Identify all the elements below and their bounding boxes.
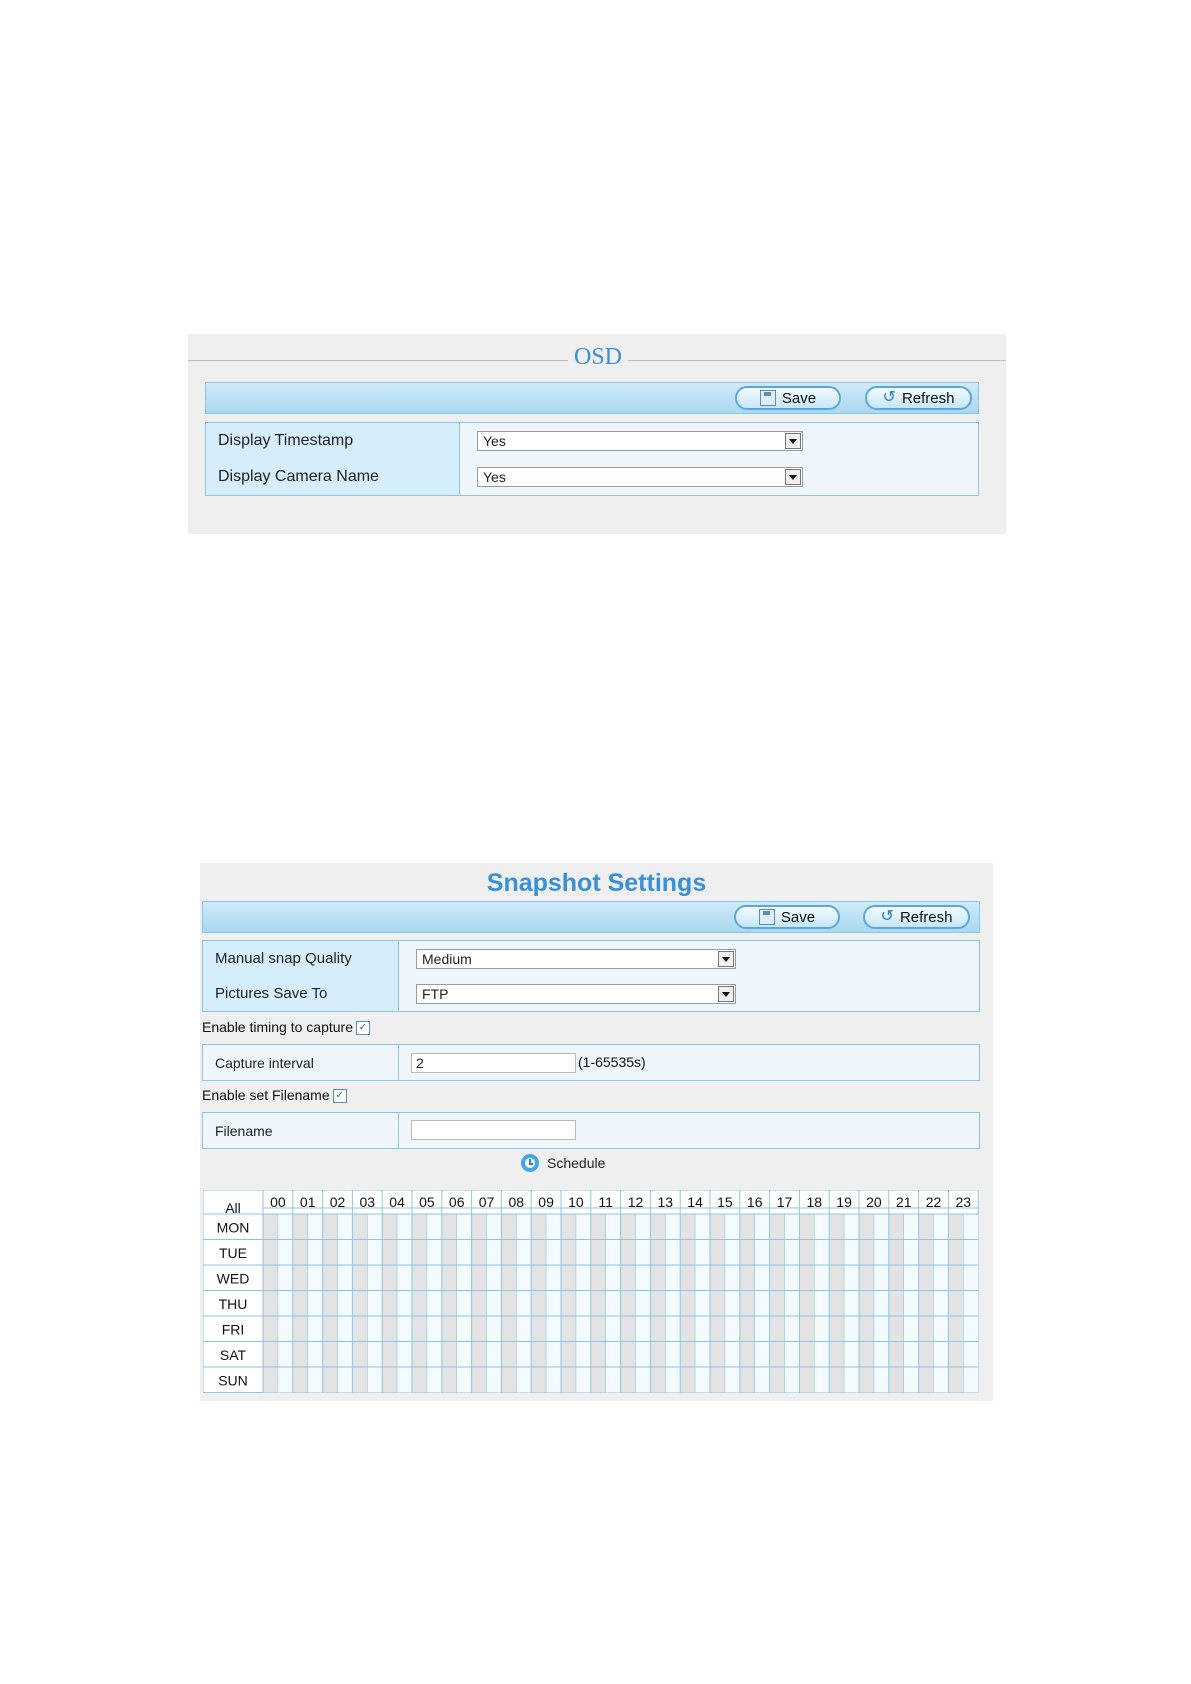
hour-label[interactable]: 00 xyxy=(270,1194,286,1210)
manual-quality-label: Manual snap Quality xyxy=(203,941,399,976)
enable-timing-checkbox[interactable]: ✓ xyxy=(356,1021,370,1035)
refresh-label: Refresh xyxy=(901,389,955,407)
timestamp-select[interactable] xyxy=(477,431,803,451)
hour-label[interactable]: 22 xyxy=(925,1194,942,1210)
hour-label[interactable]: 19 xyxy=(836,1194,852,1210)
half-hour-cell[interactable] xyxy=(889,1214,904,1393)
refresh-icon: ↺ xyxy=(880,908,894,925)
schedule-label: Schedule xyxy=(547,1155,606,1171)
half-hour-cell[interactable] xyxy=(487,1214,502,1393)
hour-label[interactable]: 23 xyxy=(955,1194,972,1210)
camera-name-label: Display Camera Name xyxy=(206,459,460,495)
snapshot-title: Snapshot Settings xyxy=(486,869,707,897)
day-label[interactable]: SUN xyxy=(218,1372,248,1389)
enable-filename-label: Enable set Filename xyxy=(202,1087,330,1103)
chevron-down-icon[interactable] xyxy=(718,951,734,967)
hour-label[interactable]: 18 xyxy=(806,1194,823,1210)
half-hour-cell[interactable] xyxy=(725,1214,740,1393)
osd-row-camera-name xyxy=(206,459,978,495)
half-hour-cell[interactable] xyxy=(844,1214,859,1393)
half-hour-cell[interactable] xyxy=(278,1214,293,1393)
chevron-down-icon[interactable] xyxy=(785,469,801,485)
refresh-label: Refresh xyxy=(899,908,953,926)
row-filename xyxy=(203,1113,979,1148)
half-hour-cell[interactable] xyxy=(948,1214,963,1393)
schedule-header xyxy=(521,1154,605,1172)
half-hour-cell[interactable] xyxy=(323,1214,338,1393)
hour-label[interactable]: 20 xyxy=(866,1194,882,1210)
hour-label[interactable]: 16 xyxy=(746,1194,763,1210)
half-hour-cell[interactable] xyxy=(382,1214,397,1393)
hour-label[interactable]: 01 xyxy=(299,1194,316,1210)
snapshot-refresh-button[interactable] xyxy=(863,905,970,929)
osd-row-timestamp xyxy=(206,423,978,460)
osd-panel xyxy=(188,334,1006,534)
half-hour-cell[interactable] xyxy=(859,1214,874,1393)
half-hour-cell[interactable] xyxy=(352,1214,367,1393)
half-hour-cell[interactable] xyxy=(546,1214,561,1393)
osd-refresh-button[interactable] xyxy=(865,386,972,410)
osd-title: OSD xyxy=(568,344,628,371)
half-hour-cell[interactable] xyxy=(919,1214,934,1393)
row-capture-interval xyxy=(203,1045,979,1080)
half-hour-cell[interactable] xyxy=(457,1214,472,1393)
half-hour-cell[interactable] xyxy=(293,1214,308,1393)
half-hour-cell[interactable] xyxy=(501,1214,516,1393)
enable-filename-checkbox[interactable]: ✓ xyxy=(333,1089,347,1103)
half-hour-cell[interactable] xyxy=(427,1214,442,1393)
half-hour-cell[interactable] xyxy=(472,1214,487,1393)
schedule-grid[interactable] xyxy=(203,1190,979,1398)
half-hour-cell[interactable] xyxy=(621,1214,636,1393)
chevron-down-icon[interactable] xyxy=(718,986,734,1002)
camera-name-select[interactable] xyxy=(477,467,803,487)
half-hour-cell[interactable] xyxy=(636,1214,651,1393)
half-hour-cell[interactable] xyxy=(367,1214,382,1393)
osd-save-button[interactable] xyxy=(735,386,841,410)
row-save-to xyxy=(203,976,979,1011)
day-label[interactable]: WED xyxy=(216,1270,250,1287)
hour-label[interactable]: 21 xyxy=(895,1194,912,1210)
hour-label[interactable]: 12 xyxy=(627,1194,644,1210)
filename-input[interactable] xyxy=(411,1120,576,1140)
half-hour-cell[interactable] xyxy=(665,1214,680,1393)
half-hour-cell[interactable] xyxy=(531,1214,546,1393)
all-label[interactable]: All xyxy=(225,1200,241,1216)
save-label: Save xyxy=(780,908,816,926)
hour-label[interactable]: 14 xyxy=(687,1194,703,1210)
half-hour-cell[interactable] xyxy=(770,1214,785,1393)
enable-timing-label: Enable timing to capture xyxy=(202,1019,353,1035)
save-icon xyxy=(759,909,775,925)
hour-label[interactable]: 07 xyxy=(478,1194,495,1210)
half-hour-cell[interactable] xyxy=(412,1214,427,1393)
hour-label[interactable]: 15 xyxy=(717,1194,733,1210)
manual-quality-value: Medium xyxy=(422,951,472,967)
hour-label[interactable]: 17 xyxy=(776,1194,793,1210)
capture-interval-input[interactable]: 2 xyxy=(411,1053,576,1073)
half-hour-cell[interactable] xyxy=(740,1214,755,1393)
camera-name-value: Yes xyxy=(483,469,506,485)
save-to-label: Pictures Save To xyxy=(203,976,399,1011)
hour-label[interactable]: 08 xyxy=(508,1194,525,1210)
hour-label[interactable]: 02 xyxy=(329,1194,346,1210)
half-hour-cell[interactable] xyxy=(263,1214,278,1393)
snapshot-save-button[interactable] xyxy=(734,905,840,929)
hour-label[interactable]: 13 xyxy=(657,1194,674,1210)
manual-quality-select[interactable] xyxy=(416,949,736,969)
half-hour-cell[interactable] xyxy=(963,1214,978,1393)
capture-interval-hint: (1-65535s) xyxy=(578,1054,646,1070)
timestamp-value: Yes xyxy=(483,433,506,449)
half-hour-cell[interactable] xyxy=(591,1214,606,1393)
hour-label[interactable]: 11 xyxy=(598,1194,613,1210)
filename-form xyxy=(202,1112,980,1149)
half-hour-cell[interactable] xyxy=(680,1214,695,1393)
snapshot-panel xyxy=(200,863,993,1401)
half-hour-cell[interactable] xyxy=(308,1214,323,1393)
osd-toolbar xyxy=(205,382,979,414)
chevron-down-icon[interactable] xyxy=(785,433,801,449)
hour-label[interactable]: 05 xyxy=(419,1194,435,1210)
day-label[interactable]: THU xyxy=(218,1296,248,1312)
capture-interval-form xyxy=(202,1044,980,1081)
hour-label[interactable]: 09 xyxy=(538,1194,554,1210)
half-hour-cell[interactable] xyxy=(710,1214,725,1393)
hour-label[interactable]: 04 xyxy=(389,1194,405,1210)
half-hour-cell[interactable] xyxy=(442,1214,457,1393)
day-label[interactable]: TUE xyxy=(219,1245,247,1261)
enable-filename-row xyxy=(202,1087,347,1103)
half-hour-cell[interactable] xyxy=(755,1214,770,1393)
half-hour-cell[interactable] xyxy=(561,1214,576,1393)
half-hour-cell[interactable] xyxy=(338,1214,353,1393)
half-hour-cell[interactable] xyxy=(576,1214,591,1393)
refresh-icon: ↺ xyxy=(882,389,896,406)
half-hour-cell[interactable] xyxy=(934,1214,949,1393)
half-hour-cell[interactable] xyxy=(904,1214,919,1393)
filename-label: Filename xyxy=(203,1113,399,1148)
day-label[interactable]: SAT xyxy=(219,1347,247,1363)
half-hour-cell[interactable] xyxy=(397,1214,412,1393)
enable-timing-row xyxy=(202,1019,370,1035)
timestamp-label: Display Timestamp xyxy=(206,423,460,459)
half-hour-cell[interactable] xyxy=(695,1214,710,1393)
half-hour-cell[interactable] xyxy=(799,1214,814,1393)
half-hour-cell[interactable] xyxy=(874,1214,889,1393)
clock-icon xyxy=(521,1154,539,1172)
osd-form xyxy=(205,422,979,496)
day-label[interactable]: MON xyxy=(216,1219,250,1236)
half-hour-cell[interactable] xyxy=(814,1214,829,1393)
half-hour-cell[interactable] xyxy=(516,1214,531,1393)
capture-interval-label: Capture interval xyxy=(203,1045,399,1080)
save-to-select[interactable] xyxy=(416,984,736,1004)
day-label[interactable]: FRI xyxy=(221,1321,245,1338)
half-hour-cell[interactable] xyxy=(606,1214,621,1393)
half-hour-cell[interactable] xyxy=(785,1214,800,1393)
save-icon xyxy=(760,390,776,406)
hour-label[interactable]: 06 xyxy=(448,1194,465,1210)
save-label: Save xyxy=(781,389,817,407)
half-hour-cell[interactable] xyxy=(829,1214,844,1393)
hour-label[interactable]: 10 xyxy=(568,1194,584,1210)
row-manual-quality xyxy=(203,941,979,977)
save-to-value: FTP xyxy=(422,986,449,1002)
hour-label[interactable]: 03 xyxy=(359,1194,376,1210)
half-hour-cell[interactable] xyxy=(650,1214,665,1393)
snapshot-toolbar xyxy=(202,901,980,933)
snapshot-form xyxy=(202,940,980,1012)
